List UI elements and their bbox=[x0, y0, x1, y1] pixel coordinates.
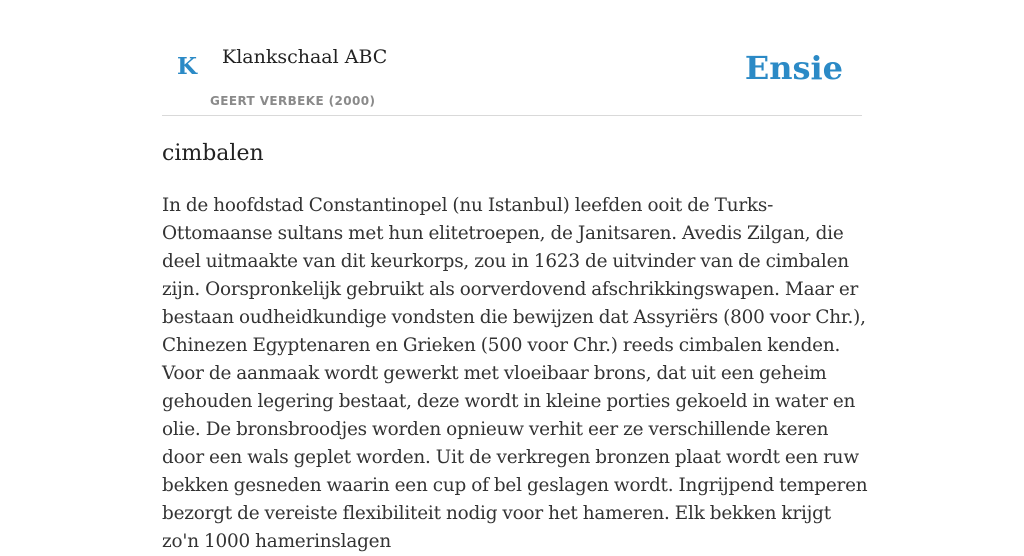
source-title-link[interactable]: Klankschaal ABC bbox=[222, 46, 388, 68]
entry-body bbox=[162, 192, 872, 556]
source-author: GEERT VERBEKE (2000) bbox=[210, 94, 376, 108]
entry-title: cimbalen bbox=[162, 141, 264, 166]
source-logo[interactable]: K bbox=[177, 53, 197, 80]
entry-paragraph: In de hoofdstad Constantinopel (nu Istanbul) leefden ooit de Turks-Ottomaanse sultans met hun elitetroepen, de Janitsaren. Avedis Zilgan, die deel uitmaakte van dit keurkorps, zou in 1623 de uitvinder van de cimbalen zijn. Oorspronkelijk gebruikt als oorverdovend afschrikkingswapen. Maar er bestaan oudheidkundige vondsten die bewijzen dat Assyriërs (800 voor Chr.), Chinezen Egyptenaren en Grieken (500 voor Chr.) reeds cimbalen kenden. bbox=[162, 195, 866, 356]
entry-paragraph: Voor de aanmaak wordt gewerkt met vloeibaar brons, dat uit een geheim gehouden legering bestaat, deze wordt in kleine porties gekoeld in water en olie. De bronsbroodjes worden opnieuw verhit eer ze verschillende keren door een wals geplet worden. Uit de verkregen bronzen plaat wordt een ruw bekken gesneden waarin een cup of bel geslagen wordt. Ingrijpend temperen bezorgt de vereiste flexibiliteit nodig voor het hameren. Elk bekken krijgt zo'n 1000 hamerinslagen bbox=[162, 363, 868, 552]
source-header bbox=[162, 0, 862, 116]
brand-logo-link[interactable]: Ensie bbox=[744, 49, 843, 87]
